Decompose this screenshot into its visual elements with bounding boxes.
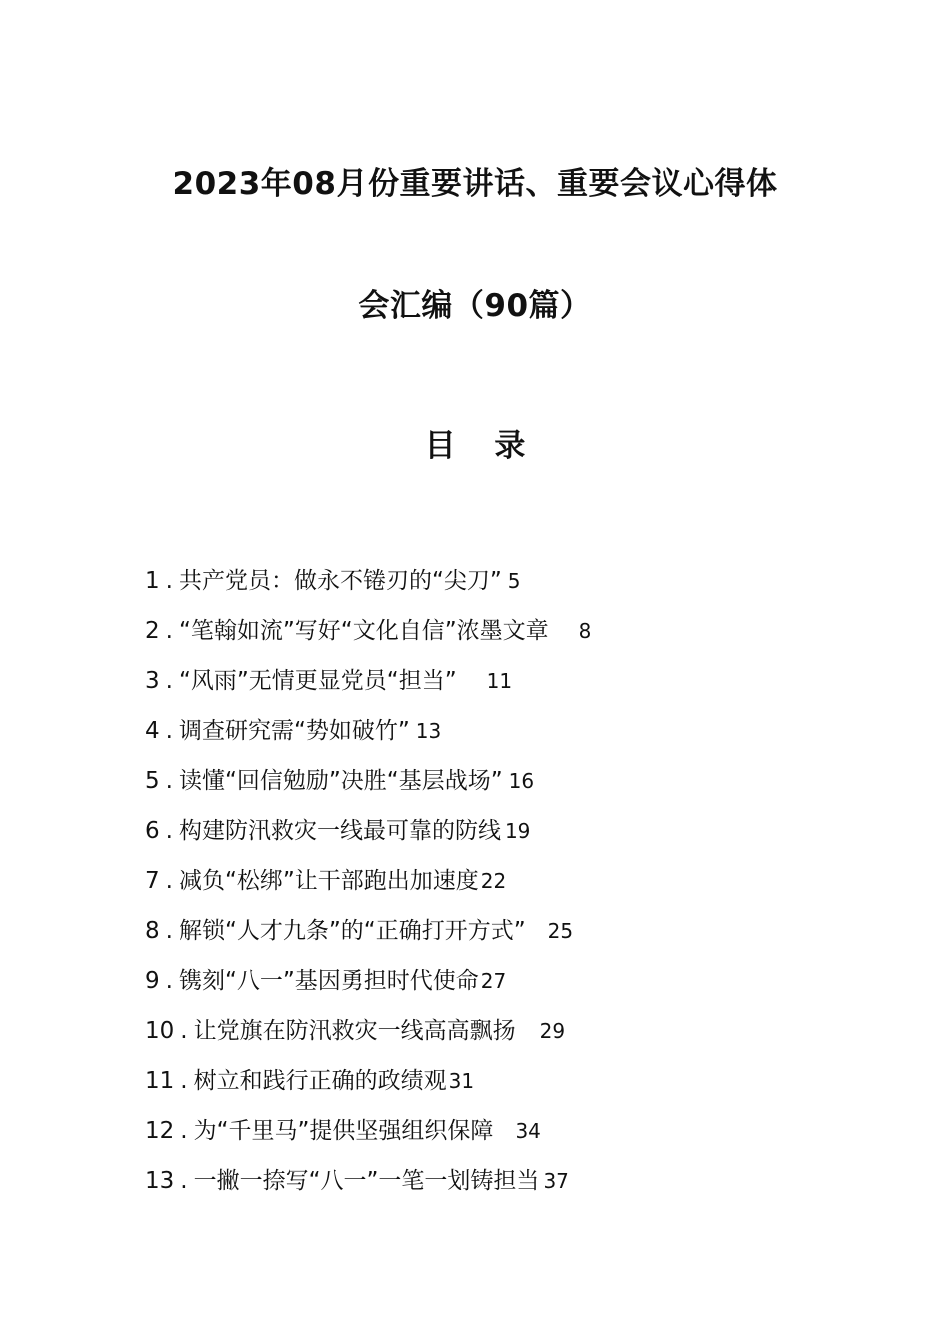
toc-entry-title: 一撇一捺写“八一”一笔一划铸担当 bbox=[193, 1168, 540, 1194]
table-of-contents bbox=[145, 563, 865, 1213]
toc-entry[interactable] bbox=[145, 1063, 865, 1113]
toc-entry[interactable] bbox=[145, 913, 865, 963]
toc-entry[interactable] bbox=[145, 1013, 865, 1063]
document-title-line-1: 2023年08月份重要讲话、重要会议心得体 bbox=[172, 166, 778, 202]
toc-entry-page-number: 5 bbox=[507, 569, 521, 593]
toc-entry-title: 树立和践行正确的政绩观 bbox=[193, 1068, 447, 1094]
toc-entry-number: 13 bbox=[145, 1168, 175, 1194]
toc-entry-title: “风雨”无情更显党员“担当” bbox=[178, 668, 457, 694]
toc-entry-title: 调查研究需“势如破竹” bbox=[178, 718, 410, 744]
toc-entry[interactable] bbox=[145, 813, 865, 863]
toc-entry[interactable] bbox=[145, 963, 865, 1013]
toc-entry-title: 为“千里马”提供坚强组织保障 bbox=[193, 1118, 494, 1144]
toc-entry[interactable] bbox=[145, 563, 865, 613]
toc-entry-separator: . bbox=[165, 668, 173, 694]
toc-entry-title: “笔翰如流”写好“文化自信”浓墨文章 bbox=[178, 618, 549, 644]
toc-entry-page-number: 19 bbox=[504, 819, 531, 843]
toc-entry-title: 构建防汛救灾一线最可靠的防线 bbox=[178, 818, 501, 844]
toc-entry-page-number: 34 bbox=[515, 1119, 541, 1143]
toc-entry-title: 解锁“人才九条”的“正确打开方式” bbox=[178, 918, 526, 944]
toc-entry-number: 1 bbox=[145, 568, 160, 594]
toc-entry-number: 11 bbox=[145, 1068, 175, 1094]
toc-entry-number: 2 bbox=[145, 618, 160, 644]
toc-entry-title: 镌刻“八一”基因勇担时代使命 bbox=[178, 968, 479, 994]
toc-entry-page-number: 31 bbox=[448, 1069, 475, 1093]
toc-entry-separator: . bbox=[180, 1118, 188, 1144]
toc-entry-number: 6 bbox=[145, 818, 160, 844]
toc-entry-number: 7 bbox=[145, 868, 160, 894]
toc-entry-separator: . bbox=[165, 918, 173, 944]
toc-entry-number: 8 bbox=[145, 918, 160, 944]
toc-entry-separator: . bbox=[165, 718, 173, 744]
toc-entry-page-number: 22 bbox=[480, 869, 507, 893]
toc-entry[interactable] bbox=[145, 863, 865, 913]
toc-entry-separator: . bbox=[165, 768, 173, 794]
toc-entry-page-number: 27 bbox=[480, 969, 507, 993]
toc-entry-separator: . bbox=[165, 818, 173, 844]
toc-entry-title: 读懂“回信勉励”决胜“基层战场” bbox=[178, 768, 503, 794]
toc-entry-page-number: 11 bbox=[486, 669, 513, 693]
toc-entry-page-number: 25 bbox=[547, 919, 574, 943]
toc-entry-page-number: 37 bbox=[543, 1169, 569, 1193]
toc-entry[interactable] bbox=[145, 1163, 865, 1213]
toc-entry-page-number: 13 bbox=[415, 719, 442, 743]
toc-entry-separator: . bbox=[165, 868, 173, 894]
toc-entry-number: 5 bbox=[145, 768, 160, 794]
toc-entry-number: 4 bbox=[145, 718, 160, 744]
toc-entry-separator: . bbox=[180, 1068, 188, 1094]
toc-entry[interactable] bbox=[145, 713, 865, 763]
toc-heading: 目 录 bbox=[424, 428, 540, 464]
toc-entry-page-number: 16 bbox=[508, 769, 535, 793]
toc-entry-separator: . bbox=[180, 1168, 188, 1194]
toc-entry-number: 3 bbox=[145, 668, 160, 694]
toc-entry-title: 让党旗在防汛救灾一线高高飘扬 bbox=[193, 1018, 516, 1044]
toc-entry-page-number: 29 bbox=[539, 1019, 566, 1043]
toc-entry[interactable] bbox=[145, 663, 865, 713]
toc-entry-number: 9 bbox=[145, 968, 160, 994]
toc-entry[interactable] bbox=[145, 763, 865, 813]
document-title-line-2: 会汇编（90篇） bbox=[358, 288, 592, 324]
toc-entry-title: 减负“松绑”让干部跑出加速度 bbox=[178, 868, 479, 894]
toc-entry-separator: . bbox=[180, 1018, 188, 1044]
toc-entry-number: 12 bbox=[145, 1118, 175, 1144]
toc-entry[interactable] bbox=[145, 613, 865, 663]
toc-entry-page-number: 8 bbox=[578, 619, 592, 643]
toc-entry-separator: . bbox=[165, 618, 173, 644]
toc-entry-separator: . bbox=[165, 568, 173, 594]
toc-entry-title: 共产党员：做永不锩刃的“尖刀” bbox=[178, 568, 502, 594]
toc-entry[interactable] bbox=[145, 1113, 865, 1163]
toc-entry-number: 10 bbox=[145, 1018, 175, 1044]
toc-entry-separator: . bbox=[165, 968, 173, 994]
